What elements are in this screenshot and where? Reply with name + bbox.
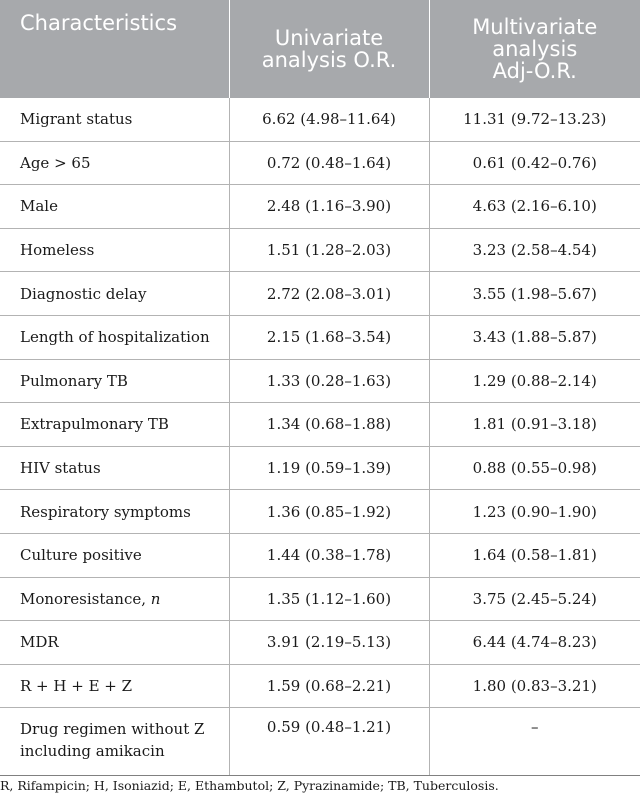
row-label-italic: n <box>150 589 161 608</box>
univariate-cell: 1.59 (0.68–2.21) <box>229 664 429 708</box>
row-label-line1: Drug regimen without Z <box>20 720 205 739</box>
header-multivariate-line2: analysis <box>492 37 578 61</box>
header-characteristics <box>0 0 229 98</box>
row-label <box>0 359 229 403</box>
table-row <box>0 272 640 316</box>
table-footnote: R, Rifampicin; H, Isoniazid; E, Ethambutol; Z, Pyrazinamide; TB, Tuberculosis. <box>0 778 499 793</box>
table-row <box>0 664 640 708</box>
univariate-cell: 3.91 (2.19–5.13) <box>229 621 429 665</box>
multivariate-cell: 1.23 (0.90–1.90) <box>429 490 640 534</box>
multivariate-cell: 3.75 (2.45–5.24) <box>429 577 640 621</box>
multivariate-cell: 1.29 (0.88–2.14) <box>429 359 640 403</box>
header-characteristics-line1: Characteristics <box>20 11 178 35</box>
multivariate-cell: 3.23 (2.58–4.54) <box>429 228 640 272</box>
row-label <box>0 98 229 141</box>
row-label-text: Length of hospitalization <box>20 328 210 347</box>
row-label-text: Culture positive <box>20 546 142 565</box>
multivariate-cell: 1.64 (0.58–1.81) <box>429 533 640 577</box>
multivariate-cell: – <box>429 708 640 776</box>
row-label <box>0 577 229 621</box>
row-label <box>0 446 229 490</box>
multivariate-cell: 1.80 (0.83–3.21) <box>429 664 640 708</box>
row-label-text: Diagnostic delay <box>20 284 147 303</box>
table-row <box>0 490 640 534</box>
table-body <box>0 98 640 776</box>
univariate-cell: 1.34 (0.68–1.88) <box>229 403 429 447</box>
univariate-cell: 2.48 (1.16–3.90) <box>229 185 429 229</box>
row-label <box>0 141 229 185</box>
univariate-cell: 1.35 (1.12–1.60) <box>229 577 429 621</box>
row-label-text: R + H + E + Z <box>20 677 133 696</box>
header-multivariate <box>429 0 640 98</box>
univariate-cell: 1.51 (1.28–2.03) <box>229 228 429 272</box>
table-row <box>0 621 640 665</box>
univariate-cell: 2.15 (1.68–3.54) <box>229 315 429 359</box>
row-label-text: Respiratory symptoms <box>20 502 191 521</box>
table-row <box>0 315 640 359</box>
multivariate-cell: 4.63 (2.16–6.10) <box>429 185 640 229</box>
univariate-cell: 1.44 (0.38–1.78) <box>229 533 429 577</box>
multivariate-cell: 1.81 (0.91–3.18) <box>429 403 640 447</box>
row-label <box>0 272 229 316</box>
row-label-text: HIV status <box>20 459 101 478</box>
row-label-text: Male <box>20 197 58 216</box>
row-label <box>0 185 229 229</box>
row-label <box>0 315 229 359</box>
header-univariate-line2: analysis O.R. <box>261 48 397 72</box>
univariate-cell: 0.72 (0.48–1.64) <box>229 141 429 185</box>
header-univariate-line1: Univariate <box>274 26 384 50</box>
univariate-cell: 0.59 (0.48–1.21) <box>229 708 429 776</box>
row-label <box>0 490 229 534</box>
table-header <box>0 0 640 98</box>
multivariate-cell: 3.43 (1.88–5.87) <box>429 315 640 359</box>
table-row <box>0 98 640 141</box>
table-row <box>0 185 640 229</box>
table-row <box>0 141 640 185</box>
row-label-line2: including amikacin <box>20 742 165 761</box>
univariate-cell: 2.72 (2.08–3.01) <box>229 272 429 316</box>
row-label <box>0 708 229 776</box>
table-row <box>0 577 640 621</box>
row-label-text: Pulmonary TB <box>20 371 128 390</box>
header-multivariate-line1: Multivariate <box>472 15 598 39</box>
row-label <box>0 228 229 272</box>
multivariate-cell: 6.44 (4.74–8.23) <box>429 621 640 665</box>
row-label-text: Migrant status <box>20 110 133 129</box>
univariate-cell: 6.62 (4.98–11.64) <box>229 98 429 141</box>
row-label <box>0 621 229 665</box>
table-row <box>0 533 640 577</box>
header-multivariate-line3: Adj-O.R. <box>492 59 577 83</box>
row-label-text: Homeless <box>20 241 95 260</box>
table-row <box>0 403 640 447</box>
multivariate-cell: 3.55 (1.98–5.67) <box>429 272 640 316</box>
multivariate-cell: 11.31 (9.72–13.23) <box>429 98 640 141</box>
row-label-text: Age > 65 <box>20 153 91 172</box>
table-row <box>0 446 640 490</box>
header-univariate <box>229 0 429 98</box>
row-label <box>0 664 229 708</box>
multivariate-cell: 0.88 (0.55–0.98) <box>429 446 640 490</box>
row-label-text: MDR <box>20 633 59 652</box>
row-label-text: Monoresistance, <box>20 589 151 608</box>
row-label-text: Extrapulmonary TB <box>20 415 169 434</box>
table-row <box>0 359 640 403</box>
table-row <box>0 708 640 776</box>
univariate-cell: 1.33 (0.28–1.63) <box>229 359 429 403</box>
univariate-cell: 1.36 (0.85–1.92) <box>229 490 429 534</box>
univariate-cell: 1.19 (0.59–1.39) <box>229 446 429 490</box>
multivariate-cell: 0.61 (0.42–0.76) <box>429 141 640 185</box>
row-label <box>0 403 229 447</box>
row-label <box>0 533 229 577</box>
table-row <box>0 228 640 272</box>
